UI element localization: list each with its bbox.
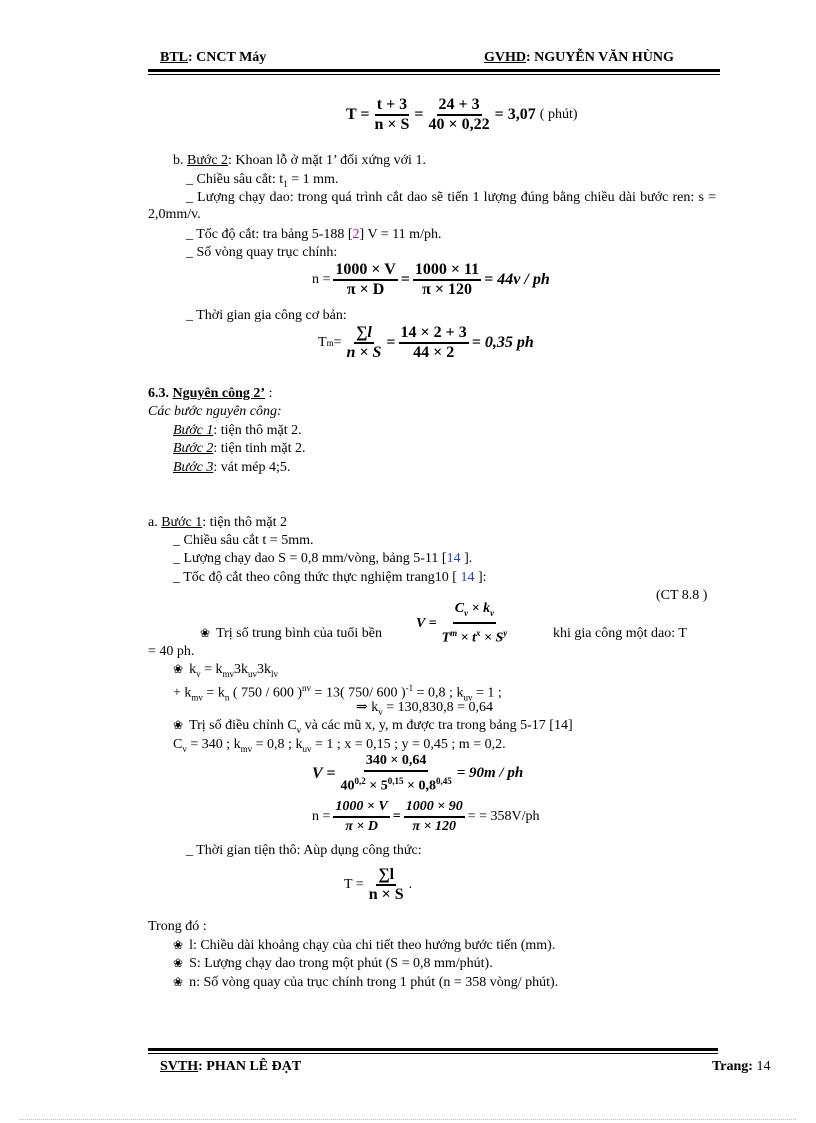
eq3-lhs-sub: m — [326, 338, 334, 348]
step-b-title — [173, 152, 426, 169]
section-step-3-text: : vát mép 4;5. — [213, 460, 291, 475]
formula-v-frac — [440, 600, 510, 647]
where-item-s-text: S: Lượng chạy dao trong một phút (S = 0,8 mm/phút). — [189, 956, 493, 971]
kmv-pre: + k — [173, 685, 192, 701]
flower-bullet-icon: ❀ — [173, 938, 184, 952]
eq5-frac2 — [404, 798, 465, 836]
kv-result-pre: ⇒ k — [356, 700, 379, 715]
footer-left-label: SVTH — [160, 1059, 199, 1074]
where-item-n — [173, 974, 558, 991]
step-b-depth-val: = 1 mm. — [287, 172, 339, 187]
header-left-value: : CNCT Máy — [188, 50, 267, 65]
eq1-f2-num: 24 + 3 — [437, 96, 482, 116]
step-b-speed-pre: _ Tốc độ cắt: tra bảng 5-188 [ — [186, 227, 353, 242]
formula-cutting-speed — [416, 600, 512, 647]
eq5-f2-num: 1000 × 90 — [404, 798, 465, 818]
footer-left-value: : PHAN LÊ ĐẠT — [198, 1059, 302, 1074]
eq4-frac — [339, 752, 454, 796]
eq1-equals: = — [414, 106, 424, 123]
eq6-num: ∑l — [376, 866, 396, 886]
step-a-prefix: a. — [148, 515, 162, 530]
kmv-sub: mv — [191, 692, 203, 703]
section-step-1-label: Bước 1 — [173, 423, 214, 438]
eq1-f1-den: n × S — [374, 116, 410, 133]
kmv-mid: ( 750 / 600 ) — [229, 685, 303, 701]
eq2-f2-den: π × 120 — [422, 281, 472, 298]
flower-bullet-icon: ❀ — [200, 626, 211, 640]
eq1-f2-den: 40 × 0,22 — [428, 116, 490, 133]
equation-rpm-result — [312, 798, 540, 836]
kv-sub2: mv — [222, 668, 234, 679]
formula-ref: (CT 8.8 ) — [656, 588, 708, 603]
kv-sub: v — [196, 668, 201, 679]
step-b-feed: _ Lượng chạy dao: trong quá trình cắt dao sẽ tiến 1 lượng đúng bằng chiều dài bước ren: s = 2,0mm/v. — [148, 190, 716, 222]
step-a-title — [148, 514, 287, 531]
eq3-lhs: T — [318, 335, 327, 350]
step-a-label: Bước 1 — [161, 515, 203, 530]
eq3-lhs-eq: = — [333, 335, 342, 350]
footer-page-label: Trang: — [712, 1059, 753, 1074]
eq6-lhs: T = — [344, 877, 364, 892]
header-left — [160, 50, 266, 66]
cv-p2: = 0,8 ; k — [252, 737, 303, 752]
where-item-s — [173, 955, 493, 972]
step-a-feed-ref: 14 — [446, 551, 461, 566]
equation-rpm-step2 — [312, 261, 550, 299]
eq1-frac2 — [427, 96, 492, 134]
eq1-frac1 — [373, 96, 412, 134]
cv-p1: = 340 ; k — [186, 737, 241, 752]
formula-v-num-sub2: v — [490, 607, 495, 618]
cv-p3: = 1 ; x = 0,15 ; y = 0,45 ; m = 0,2. — [311, 737, 506, 752]
eq5-equals: = — [392, 809, 401, 824]
eq4-den — [339, 772, 454, 796]
step-a-depth: _ Chiều sâu cắt t = 5mm. — [173, 533, 314, 548]
flower-bullet-icon: ❀ — [173, 956, 184, 970]
adj-sub: v — [296, 724, 302, 735]
eq4-den-c: × 0,8 — [403, 778, 436, 794]
section-step-1 — [173, 422, 302, 439]
step-a-speed-pre: _ Tốc độ cắt theo công thức thực nghiệm trang10 [ — [173, 570, 461, 585]
bullet-tool-life-pre: Trị số trung bình của tuổi bền — [216, 626, 382, 641]
kmv-mid2: = 13( 750/ 600 ) — [311, 685, 406, 701]
kv-eq: = k — [200, 662, 223, 677]
footer-rule-thick — [148, 1048, 718, 1051]
where-item-l — [173, 937, 555, 954]
eq4-den-b-sup: 0,15 — [387, 776, 404, 786]
formula-v-den-mid1: × t — [457, 630, 477, 646]
section-step-3-label: Bước 3 — [173, 460, 214, 475]
step-a-feed-pre: _ Lượng chạy dao S = 0,8 mm/vòng, bảng 5-11 [ — [173, 551, 447, 566]
formula-v-den-mid2: × S — [480, 630, 504, 646]
formula-v-den-sup2: x — [476, 627, 481, 638]
page-edge-divider — [20, 1119, 796, 1120]
step-b-label: Bước 2 — [187, 153, 229, 168]
step-b-depth-sub: 1 — [283, 178, 288, 189]
eq2-result: = 44v / ph — [484, 271, 550, 288]
section-step-2-text: : tiện tinh mặt 2. — [213, 441, 306, 456]
kmv-sub2: n — [224, 692, 230, 703]
step-a-feed — [173, 550, 472, 567]
eq3-result: = 0,35 ph — [471, 334, 534, 351]
formula-v-den — [440, 624, 510, 648]
eq4-lhs: V = — [312, 764, 336, 782]
formula-v-num — [453, 600, 496, 624]
eq1-result: = 3,07 — [494, 106, 536, 123]
kmv-post2: = 1 ; — [472, 685, 502, 701]
formula-v-den-sup3: y — [503, 627, 508, 638]
kmv-eq: = k — [202, 685, 225, 701]
kmv-sub3: uv — [463, 692, 473, 703]
eq1-unit: ( phút) — [539, 107, 578, 122]
cv-c: C — [173, 737, 183, 752]
where-item-n-text: n: Số vòng quay của trục chính trong 1 phút (n = 358 vòng/ phút). — [189, 975, 559, 990]
header-rule-thin — [148, 74, 720, 75]
equation-machining-time — [318, 324, 534, 362]
formula-v-den-sup1: m — [450, 627, 458, 638]
step-b-speed-post: ] V = 11 m/ph. — [359, 227, 442, 242]
eq3-f2-num: 14 × 2 + 3 — [399, 324, 469, 344]
footer-page-num: 14 — [756, 1059, 771, 1074]
eq3-frac1 — [344, 324, 383, 362]
formula-v-den-t: T — [441, 630, 451, 646]
where-item-l-text: l: Chiều dài khoảng chạy của chi tiết theo hướng bước tiến (mm). — [189, 938, 556, 953]
adj-post: và các mũ x, y, m được tra trong bảng 5-17 [14] — [301, 718, 573, 733]
eq3-frac2 — [399, 324, 469, 362]
time-rough-line: _ Thời gian tiện thô: Aùp dụng công thức: — [186, 843, 422, 858]
eq2-f1-den: π × D — [346, 281, 385, 298]
adj-pre: Trị số điều chỉnh C — [189, 718, 297, 733]
formula-v-num-c: C — [454, 601, 465, 616]
eq5-f1-den: π × D — [345, 819, 378, 834]
step-a-text: : tiện thô mặt 2 — [202, 515, 288, 530]
section-step-2-label: Bước 2 — [173, 441, 214, 456]
eq2-frac2 — [413, 261, 481, 299]
equation-rough-time — [344, 866, 412, 904]
step-a-speed-post: ]: — [474, 570, 487, 585]
eq4-result: = 90m / ph — [456, 765, 524, 782]
kv-mid2: 3k — [256, 662, 271, 677]
kv-sub3: uv — [247, 668, 257, 679]
step-b-speed — [186, 226, 441, 243]
kmv-post: = 0,8 ; k — [413, 685, 464, 701]
bullet-tool-life-cont: = 40 ph. — [148, 644, 195, 659]
eq4-den-c-sup: 0,45 — [435, 776, 452, 786]
step-b-time: _ Thời gian gia công cơ bản: — [186, 308, 347, 323]
eq2-lhs: n = — [312, 272, 331, 287]
formula-v-num-sub: v — [464, 607, 469, 618]
section-title-num: 6.3. — [148, 386, 173, 401]
kv-result-post: = 130,830,8 = 0,64 — [382, 700, 494, 715]
kmv-sup: nv — [302, 683, 312, 693]
step-b-speed-ref: 2 — [352, 227, 360, 242]
header-left-label: BTL — [160, 50, 189, 65]
eq5-lhs: n = — [312, 809, 331, 824]
step-b-prefix: b. — [173, 153, 187, 168]
bullet-tool-life — [200, 625, 382, 642]
eq2-frac1 — [333, 261, 397, 299]
eq4-den-a: 40 — [340, 778, 355, 794]
cv-sub2: mv — [240, 743, 253, 754]
section-title — [148, 385, 272, 402]
eq4-den-b: × 5 — [365, 778, 388, 794]
section-step-3 — [173, 459, 290, 476]
eq4-num: 340 × 0,64 — [364, 752, 428, 772]
bullet-tool-life-post: khi gia công một dao: T — [553, 626, 687, 641]
where-title: Trong đó : — [148, 919, 207, 934]
footer-left — [160, 1059, 301, 1075]
eq1-f1-num: t + 3 — [375, 96, 409, 116]
eq3-f1-num: ∑l — [354, 324, 374, 344]
flower-bullet-icon: ❀ — [173, 718, 184, 732]
equation-time-step1 — [346, 96, 578, 134]
step-b-depth-text: _ Chiều sâu cắt: t — [186, 172, 284, 187]
eq6-frac — [367, 866, 406, 904]
eq5-result: = = 358V/ph — [467, 809, 540, 824]
header-right-value: : NGUYỄN VĂN HÙNG — [526, 50, 674, 65]
section-title-text: Nguyên công 2’ — [172, 386, 266, 401]
eq5-f2-den: π × 120 — [412, 819, 457, 834]
kmv-sup2: -1 — [405, 683, 414, 693]
flower-bullet-icon: ❀ — [173, 975, 184, 989]
cv-sub3: uv — [302, 743, 312, 754]
header-right-label: GVHD — [484, 50, 526, 65]
eq4-den-a-sup: 0,2 — [354, 776, 366, 786]
step-b-rpm: _ Số vòng quay trục chính: — [186, 245, 338, 260]
footer-rule-thin — [148, 1053, 718, 1054]
eq3-f1-den: n × S — [346, 344, 382, 361]
step-b-text: : Khoan lỗ ở mặt 1’ đối xứng với 1. — [228, 153, 426, 168]
eq6-den: n × S — [368, 886, 404, 903]
eq3-f2-den: 44 × 2 — [413, 344, 455, 361]
kv-sub4: lv — [270, 668, 278, 679]
header-rule-thick — [148, 69, 720, 72]
kv-mid: 3k — [233, 662, 248, 677]
section-step-1-text: : tiện thô mặt 2. — [213, 423, 302, 438]
cv-sub: v — [182, 743, 187, 754]
eq2-f1-num: 1000 × V — [333, 261, 397, 281]
eq6-post: . — [408, 877, 413, 892]
eq5-frac1 — [333, 798, 389, 836]
eq3-equals: = — [386, 334, 396, 351]
step-a-feed-post: ]. — [460, 551, 473, 566]
section-title-post: : — [265, 386, 273, 401]
step-a-speed-ref: 14 — [460, 570, 475, 585]
flower-bullet-icon: ❀ — [173, 662, 184, 676]
kv-result-sub: v — [378, 706, 383, 717]
footer-page — [712, 1059, 770, 1075]
kv-k: k — [189, 662, 197, 677]
eq2-equals: = — [400, 271, 410, 288]
step-a-speed — [173, 569, 487, 586]
formula-v-num-mid: × k — [468, 601, 491, 616]
header-right — [484, 50, 674, 66]
section-subtitle: Các bước nguyên công: — [148, 404, 282, 419]
equation-speed-result — [312, 752, 523, 796]
eq5-f1-num: 1000 × V — [333, 798, 389, 818]
section-step-2 — [173, 440, 306, 457]
eq2-f2-num: 1000 × 11 — [413, 261, 481, 281]
formula-v-lhs: V = — [416, 615, 437, 631]
eq1-lhs: T = — [346, 106, 370, 123]
